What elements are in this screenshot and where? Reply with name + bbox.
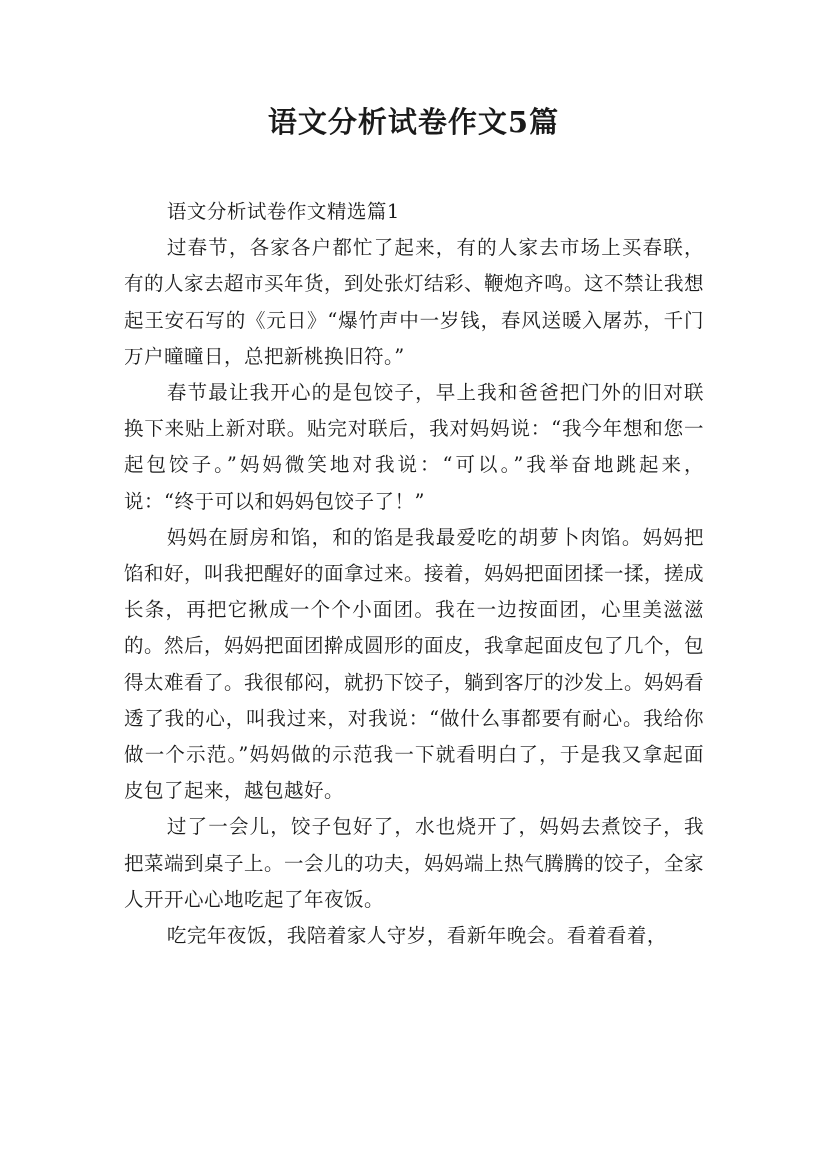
paragraph: 妈妈在厨房和馅，和的馅是我最爱吃的胡萝卜肉馅。妈妈把馅和好，叫我把醒好的面拿过来。接着，妈妈把面团揉一揉，搓成长条，再把它揪成一个个小面团。我在一边按面团，心里美滋滋的。然后，妈妈把面团擀成圆形的面皮，我拿起面皮包了几个，包得太难看了。我很郁闷，就扔下饺子，躺到客厅的沙发上。妈妈看透了我的心，叫我过来，对我说：“做什么事都要有耐心。我给你做一个示范。”妈妈做的示范我一下就看明白了，于是我又拿起面皮包了起来，越包越好。: [124, 525, 705, 803]
paragraph: 过了一会儿，饺子包好了，水也烧开了，妈妈去煮饺子，我把菜端到桌子上。一会儿的功夫，妈妈端上热气腾腾的饺子，全家人开开心心地吃起了年夜饭。: [124, 815, 705, 911]
document-title: 语文分析试卷作文5篇: [267, 105, 560, 139]
paragraph: 吃完年夜饭，我陪着家人守岁，看新年晚会。看着看着，: [166, 924, 667, 948]
paragraph: 春节最让我开心的是包饺子，早上我和爸爸把门外的旧对联换下来贴上新对联。贴完对联后，我对妈妈说：“我今年想和您一起包饺子。”妈妈微笑地对我说：“可以。”我举奋地跳起来，说：“终于可以和妈妈包饺子了！”: [124, 381, 704, 513]
section-heading: 语文分析试卷作文精选篇1: [166, 200, 400, 223]
paragraph: 过春节，各家各户都忙了起来，有的人家去市场上买春联，有的人家去超市买年货，到处张灯结彩、鞭炮齐鸣。这不禁让我想起王安石写的《元日》“爆竹声中一岁钱，春风送暖入屠苏，千门万户曈曈日，总把新桃换旧符。”: [124, 236, 705, 368]
document-body: [124, 194, 704, 954]
